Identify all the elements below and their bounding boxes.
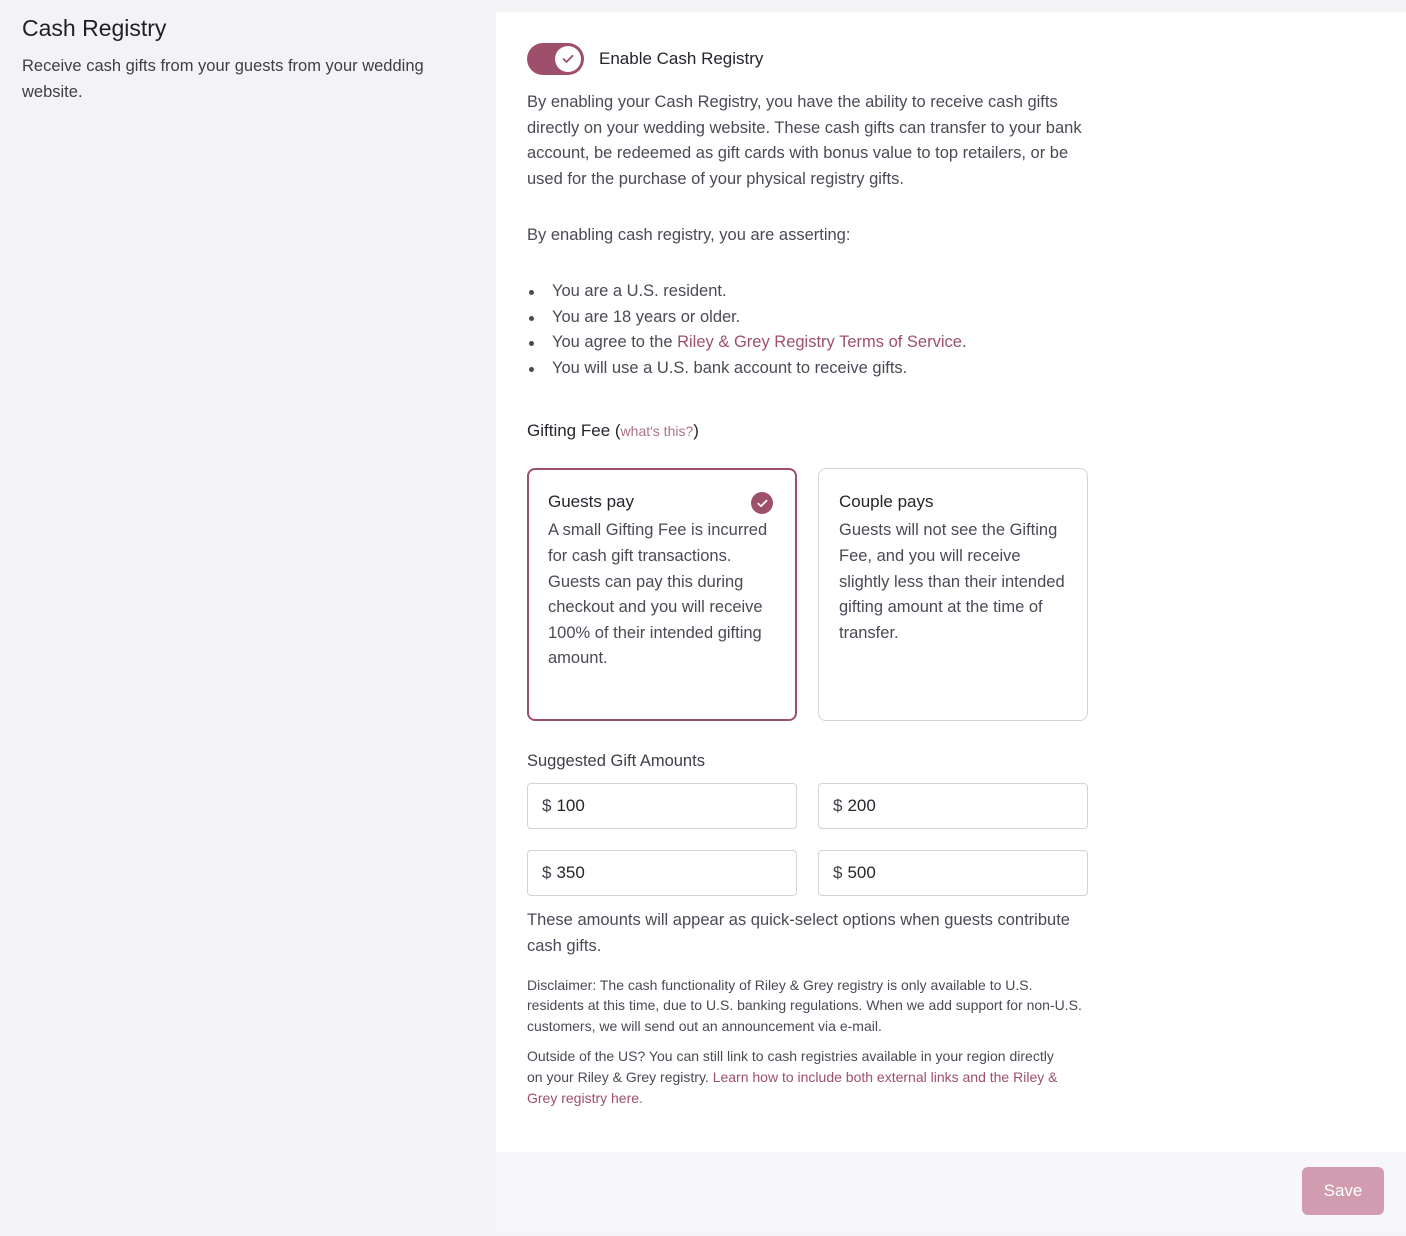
- list-item: You will use a U.S. bank account to receive gifts.: [527, 356, 1089, 382]
- suggested-amounts-grid: [527, 783, 1089, 896]
- currency-symbol: $: [833, 796, 843, 816]
- currency-symbol: $: [542, 863, 552, 883]
- panel-content: [527, 43, 1089, 1108]
- footer-bar: [496, 1152, 1406, 1232]
- amounts-help-text: These amounts will appear as quick-select options when guests contribute cash gifts.: [527, 911, 1070, 955]
- amount-input[interactable]: [847, 796, 1047, 816]
- terms-of-service-link[interactable]: Riley & Grey Registry Terms of Service: [677, 333, 962, 352]
- list-item: You are a U.S. resident.: [527, 279, 1089, 305]
- whats-this-link[interactable]: what's this?: [620, 423, 694, 440]
- list-item: You agree to the Riley & Grey Registry Terms of Service.: [527, 330, 1089, 356]
- learn-how-link[interactable]: Learn how to include both external links and the Riley & Grey registry here.: [527, 1068, 1058, 1106]
- amount-field-4[interactable]: [818, 850, 1088, 896]
- amount-field-2[interactable]: [818, 783, 1088, 829]
- outside-us-text: Outside of the US? You can still link to cash registries available in your region directly on your Riley & Grey registry. Learn how to include both external links and the Riley & Grey registry here.: [527, 1048, 1058, 1106]
- gifting-fee-heading: Gifting Fee (what's this?): [527, 421, 699, 441]
- amount-input[interactable]: [556, 796, 756, 816]
- toggle-knob: [555, 46, 581, 72]
- option-description: Guests will not see the Gifting Fee, and you will receive slightly less than their intended gifting amount at the time of transfer.: [839, 521, 1065, 642]
- option-title: Guests pay: [548, 492, 634, 512]
- intro-text: By enabling your Cash Registry, you have the ability to receive cash gifts directly on your wedding website. These cash gifts can transfer to your bank account, be redeemed as gift cards with bonus value to top retailers, or be used for the purchase of your physical registry gifts.: [527, 93, 1082, 188]
- save-button[interactable]: Save: [1302, 1167, 1384, 1215]
- amount-input[interactable]: [847, 863, 1047, 883]
- option-description: A small Gifting Fee is incurred for cash gift transactions. Guests can pay this during checkout and you will receive 100% of their intended gifting amount.: [548, 521, 768, 668]
- amount-field-1[interactable]: [527, 783, 797, 829]
- section-title: Cash Registry: [22, 15, 167, 41]
- toggle-label: Enable Cash Registry: [599, 49, 764, 68]
- amount-input[interactable]: [556, 863, 756, 883]
- disclaimer-text: Disclaimer: The cash functionality of Riley & Grey registry is only available to U.S. residents at this time, due to U.S. banking regulations. When we add support for non-U.S. customers, we will send out an announcement via e-mail.: [527, 976, 1082, 1034]
- suggested-amounts-heading: Suggested Gift Amounts: [527, 752, 705, 771]
- currency-symbol: $: [542, 796, 552, 816]
- settings-panel: [496, 12, 1406, 1232]
- guests-pay-option[interactable]: [527, 468, 797, 721]
- enable-cash-registry-toggle[interactable]: [527, 43, 584, 75]
- currency-symbol: $: [833, 863, 843, 883]
- list-item: You are 18 years or older.: [527, 305, 1089, 331]
- assert-text: By enabling cash registry, you are asserting:: [527, 226, 851, 245]
- check-icon: [562, 54, 574, 64]
- option-title: Couple pays: [839, 492, 934, 512]
- gifting-fee-options: [527, 468, 1089, 721]
- enable-row: [527, 43, 1089, 75]
- amount-field-3[interactable]: [527, 850, 797, 896]
- assertion-list: [527, 279, 1089, 381]
- couple-pays-option[interactable]: [818, 468, 1088, 721]
- section-description: Receive cash gifts from your guests from your wedding website.: [22, 57, 424, 101]
- sidebar: [0, 0, 496, 1236]
